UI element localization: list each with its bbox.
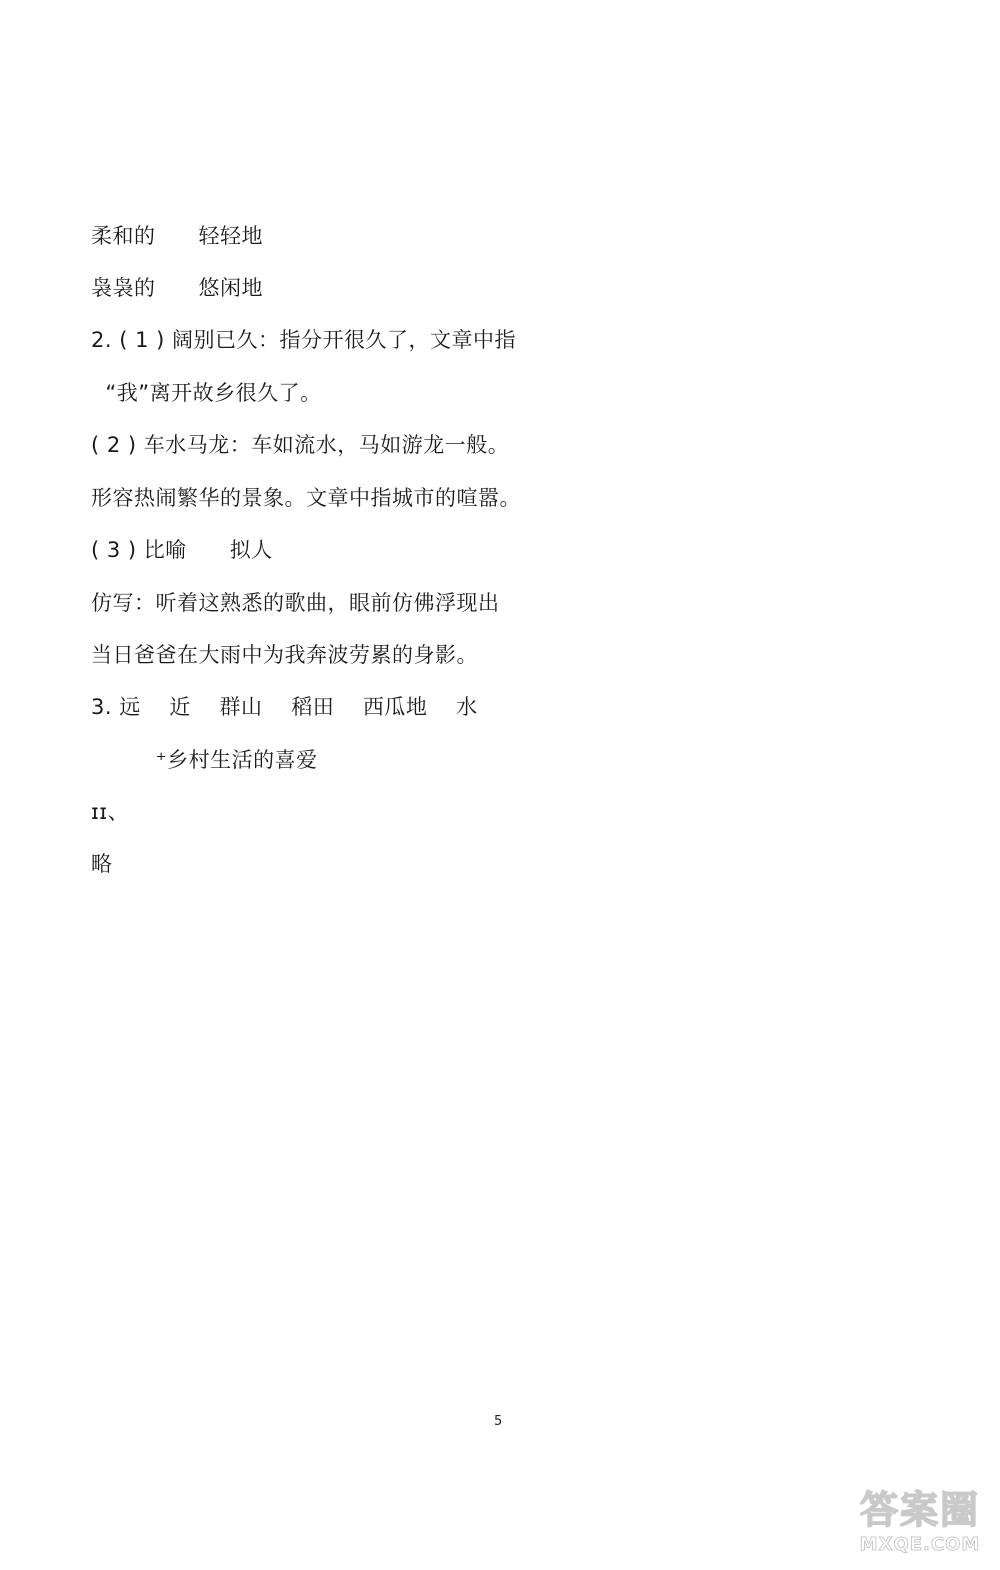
text-line-13: 略 bbox=[91, 852, 113, 876]
watermark-url: MXQE.COM bbox=[859, 1534, 981, 1555]
text-line-9: 当日爸爸在大雨中为我奔波劳累的身影。 bbox=[91, 643, 478, 667]
text-line-7: ( 3 ) 比喻 拟人 bbox=[91, 538, 273, 562]
page-number: 5 bbox=[494, 1414, 503, 1429]
text-line-1: 柔和的 轻轻地 bbox=[91, 224, 263, 248]
text-line-11: ⁺乡村生活的喜爱 bbox=[91, 748, 318, 772]
text-line-12: ɪɪ、 bbox=[91, 800, 130, 824]
text-line-10: 3. 远 近 群山 稻田 西瓜地 水 bbox=[91, 695, 478, 719]
text-line-4: “我”离开故乡很久了。 bbox=[91, 381, 322, 405]
text-line-2: 袅袅的 悠闲地 bbox=[91, 276, 263, 300]
text-line-8: 仿写：听着这熟悉的歌曲，眼前仿佛浮现出 bbox=[91, 591, 500, 615]
watermark-logo bbox=[850, 1482, 990, 1562]
text-line-3: 2. ( 1 ) 阔别已久：指分开很久了，文章中指 bbox=[91, 328, 516, 352]
watermark-logo-text: 答案圈 bbox=[859, 1486, 980, 1532]
text-line-5: ( 2 ) 车水马龙：车如流水，马如游龙一般。 bbox=[91, 433, 510, 457]
text-line-6: 形容热闹繁华的景象。文章中指城市的喧嚣。 bbox=[91, 486, 521, 510]
